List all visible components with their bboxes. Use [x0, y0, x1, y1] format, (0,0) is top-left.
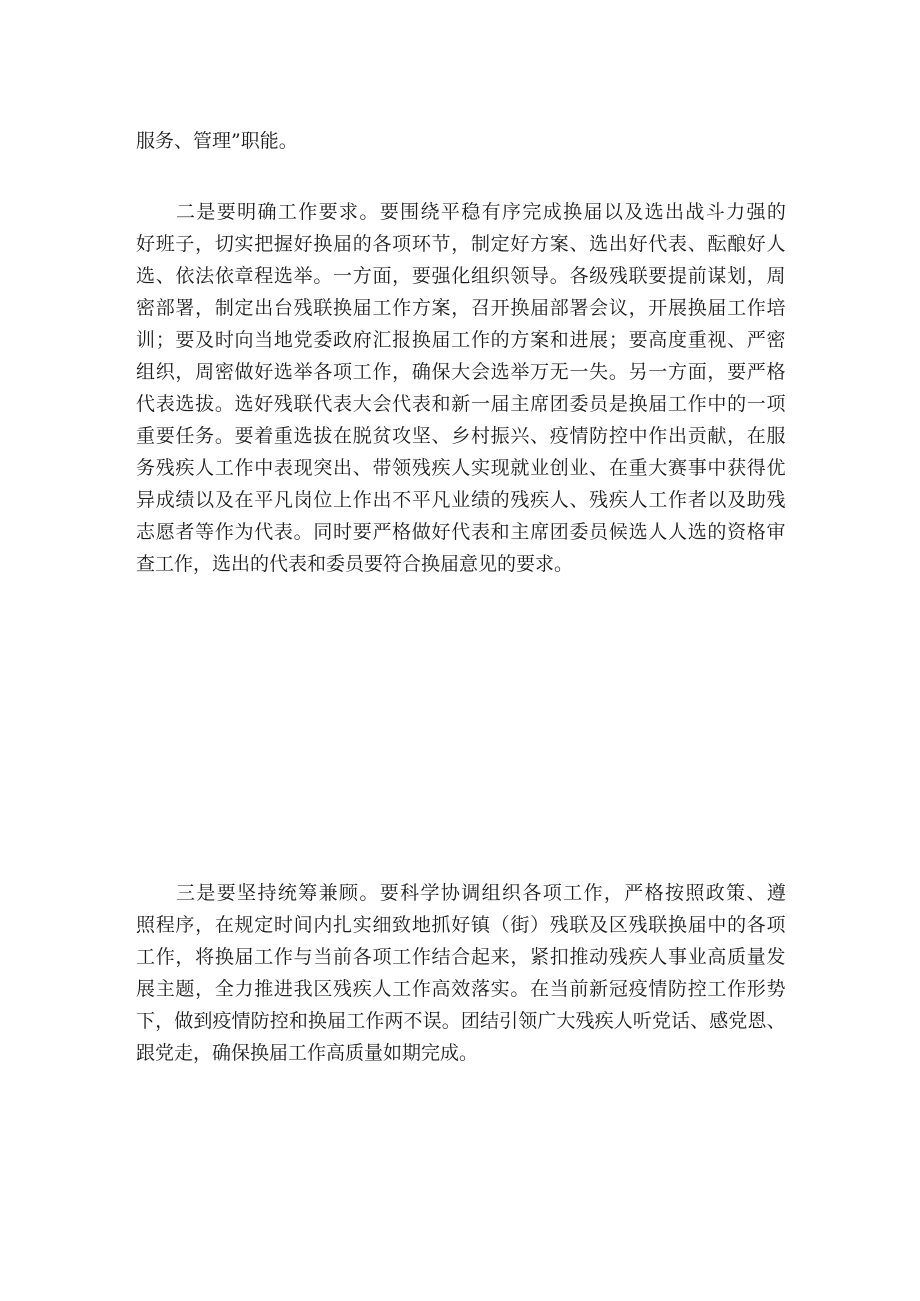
text-line: 组 织 ， 周 密 做 好 选 举 各 项 工 作 ， 确 保 大 会 选 举 万 无 一 失 。 另 一 方 面 ， 要 严 格	[136, 361, 786, 383]
text-line: 展 主 题 ， 全 力 推 进 我 区 残 疾 人 工 作 高 效 落 实 。 在 当 前 新 冠 疫 情 防 控 工 作 形 势	[136, 978, 786, 1000]
text-line: 重 要 任 务 。 要 着 重 选 拔 在 脱 贫 攻 坚 、 乡 村 振 兴 、 疫 情 防 控 中 作 出 贡 献 ， 在 服	[136, 425, 786, 447]
text-line: 下 ， 做 到 疫 情 防 控 和 换 届 工 作 两 不 误 。 团 结 引 领 广 大 残 疾 人 听 党 话 、 感 党 恩 、	[136, 1010, 786, 1032]
text-line: 志 愿 者 等 作 为 代 表 。 同 时 要 严 格 做 好 代 表 和 主 席 团 委 员 候 选 人 人 选 的 资 格 审	[136, 521, 786, 543]
text-line: 服务、管理”职能。	[136, 130, 298, 152]
text-line: 代 表 选 拔 。 选 好 残 联 代 表 大 会 代 表 和 新 一 届 主 席 团 委 员 是 换 届 工 作 中 的 一 项	[136, 393, 786, 415]
text-line: 跟党走，确保换届工作高质量如期完成。	[136, 1042, 479, 1064]
text-line: 工 作 ， 将 换 届 工 作 与 当 前 各 项 工 作 结 合 起 来 ， 紧 扣 推 动 残 疾 人 事 业 高 质 量 发	[136, 946, 786, 968]
text-line: 二 是 要 明 确 工 作 要 求 。 要 围 绕 平 稳 有 序 完 成 换 届 以 及 选 出 战 斗 力 强 的	[176, 201, 786, 223]
paragraph-1	[136, 196, 786, 580]
text-line: 查工作，选出的代表和委员要符合换届意见的要求。	[136, 553, 574, 575]
text-line: 务 残 疾 人 工 作 中 表 现 突 出 、 带 领 残 疾 人 实 现 就 业 创 业 、 在 重 大 赛 事 中 获 得 优	[136, 457, 786, 479]
paragraph-2	[136, 877, 786, 1069]
text-line: 三 是 要 坚 持 统 筹 兼 顾 。 要 科 学 协 调 组 织 各 项 工 作 ， 严 格 按 照 政 策 、 遵	[176, 882, 786, 904]
text-line: 好 班 子 ， 切 实 把 握 好 换 届 的 各 项 环 节 ， 制 定 好 方 案 、 选 出 好 代 表 、 酝 酿 好 人	[136, 233, 786, 255]
text-line: 选 、 依 法 依 章 程 选 举 。 一 方 面 ， 要 强 化 组 织 领 导 。 各 级 残 联 要 提 前 谋 划 ， 周	[136, 265, 786, 287]
text-line: 异 成 绩 以 及 在 平 凡 岗 位 上 作 出 不 平 凡 业 绩 的 残 疾 人 、 残 疾 人 工 作 者 以 及 助 残	[136, 489, 786, 511]
text-line: 照 程 序 ， 在 规 定 时 间 内 扎 实 细 致 地 抓 好 镇 （ 街 ） 残 联 及 区 残 联 换 届 中 的 各 项	[136, 914, 786, 936]
text-line: 密 部 署 ， 制 定 出 台 残 联 换 届 工 作 方 案 ， 召 开 换 届 部 署 会 议 ， 开 展 换 届 工 作 培	[136, 297, 786, 319]
paragraph-0	[136, 125, 786, 157]
text-line: 训 ； 要 及 时 向 当 地 党 委 政 府 汇 报 换 届 工 作 的 方 案 和 进 展 ； 要 高 度 重 视 、 严 密	[136, 329, 786, 351]
